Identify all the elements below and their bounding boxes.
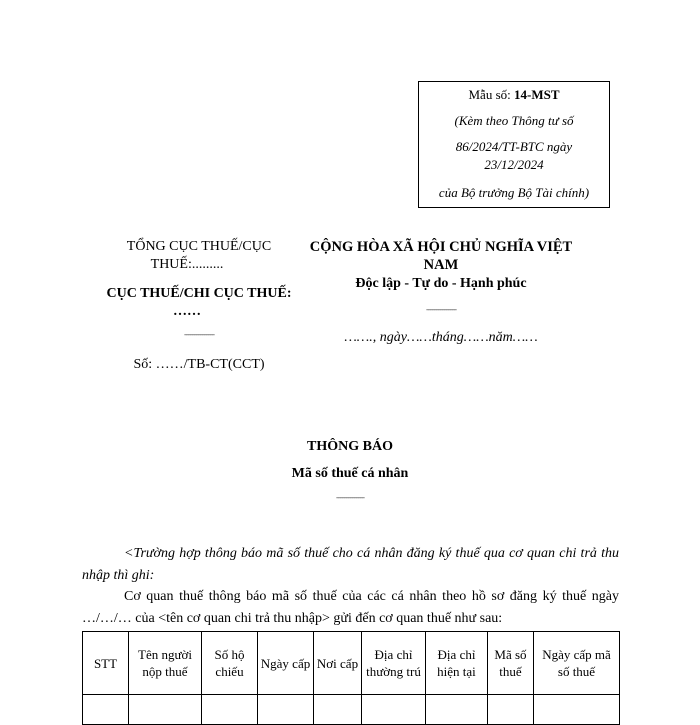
sub-agency-name-line-2: …… [173,304,201,319]
document-number: Số: ……/TB-CT(CCT) [133,357,265,372]
form-number-line [419,85,609,104]
document-title: THÔNG BÁO [307,439,393,454]
left-header-separator: --------------- [184,329,214,339]
form-number-box [418,81,610,208]
motto: Độc lập - Tự do - Hạnh phúc [355,276,527,291]
header-issue-date: Ngày cấp [258,632,314,695]
agency-name-line-1: TỔNG CỤC THUẾ/CỤC [126,239,272,254]
income-payer-note: <Trường hợp thông báo mã số thuế cho cá nhân đăng ký thuế qua cơ quan chi trả thu nhập thì ghi: [82,546,619,583]
table-cell [488,695,534,725]
table-cell [534,695,620,725]
table-header-row [83,632,620,695]
header-tax-code: Mã số thuế [488,632,534,695]
attachment-line-3: 23/12/2024 [484,157,544,172]
table-cell [426,695,488,725]
table-cell [83,695,129,725]
document-subtitle: Mã số thuế cá nhân [291,466,409,481]
table-cell [258,695,314,725]
country-name-line-1: CỘNG HÒA XÃ HỘI CHỦ NGHĨA VIỆT [309,239,573,255]
sub-agency-name-line-1: CỤC THUẾ/CHI CỤC THUẾ: [106,286,292,301]
header-tax-code-issue-date: Ngày cấp mã số thuế [534,632,620,695]
attachment-line-1: (Kèm theo Thông tư số [454,113,574,128]
date-line: ……., ngày……tháng……năm…… [344,330,538,345]
header-issue-place: Nơi cấp [314,632,362,695]
table-row [83,695,620,725]
table-cell [362,695,426,725]
attachment-line-4: của Bộ trưởng Bộ Tài chính) [438,185,590,200]
header-stt: STT [83,632,129,695]
form-number: 14-MST [514,87,560,102]
country-name-line-2: NAM [423,257,459,273]
table-cell [314,695,362,725]
right-header-separator: --------------- [426,304,456,314]
notice-paragraph: Cơ quan thuế thông báo mã số thuế của các cá nhân theo hồ sơ đăng ký thuế ngày …/…/… của <tên cơ quan chi trả thu nhập> gửi đến cơ quan thuế như sau: [82,589,619,626]
table-cell [202,695,258,725]
header-current-address: Địa chỉ hiện tại [426,632,488,695]
header-taxpayer-name: Tên người nộp thuế [129,632,202,695]
agency-name-line-2: THUẾ:......... [150,257,224,272]
table-cell [129,695,202,725]
tax-code-table [82,631,620,725]
title-separator: -------------- [336,492,364,502]
form-number-label: Mẫu số: [468,87,514,102]
header-permanent-address: Địa chỉ thường trú [362,632,426,695]
header-passport-number: Số hộ chiếu [202,632,258,695]
attachment-line-2: 86/2024/TT-BTC ngày [455,139,573,154]
